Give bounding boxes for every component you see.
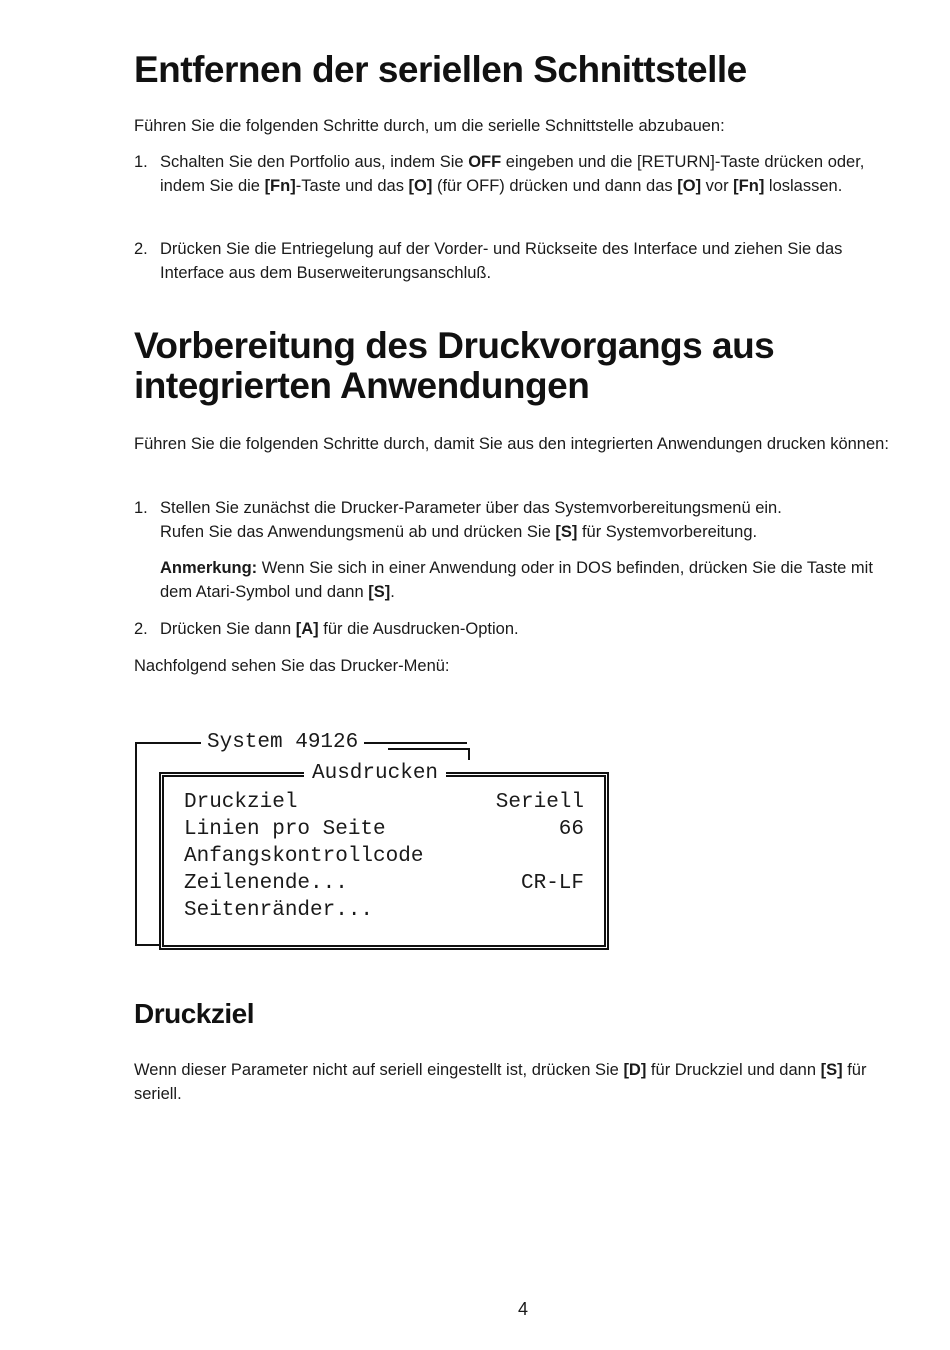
- menu-item-seitenraender[interactable]: [184, 897, 584, 924]
- section2-outro: Nachfolgend sehen Sie das Drucker-Menü:: [134, 657, 450, 675]
- print-menu-window: [159, 762, 609, 950]
- section-title-remove-serial: Entfernen der seriellen Schnittstelle: [134, 49, 747, 90]
- note-label: Anmerkung:: [160, 559, 258, 577]
- menu-item-label: Anfangskontrollcode: [184, 845, 424, 868]
- list-item: [134, 150, 904, 198]
- menu-item-label: Seitenränder...: [184, 899, 374, 922]
- step-text: Drücken Sie die Entriegelung auf der Vorder- und Rückseite des Interface und ziehen Sie das Interface aus dem Buserweiterungsanschluß.: [160, 240, 843, 282]
- menu-item-label: Zeilenende...: [184, 872, 348, 895]
- list-item: [134, 237, 904, 285]
- list-item: [134, 617, 904, 641]
- section-title-print-setup: Vorbereitung des Druckvorgangs aus integrierten Anwendungen: [134, 325, 775, 406]
- key-s: [S]: [555, 523, 578, 541]
- step-number: 2.: [134, 240, 148, 258]
- key-off: OFF: [468, 153, 502, 171]
- step-number: 1.: [134, 153, 148, 171]
- list-item: [134, 496, 904, 544]
- menu-item-value: 66: [558, 818, 584, 841]
- menu-item-linien-pro-seite[interactable]: [184, 816, 584, 843]
- step-number: 1.: [134, 499, 148, 517]
- step-number: 2.: [134, 620, 148, 638]
- key-fn: [Fn]: [264, 177, 296, 195]
- key-fn: [Fn]: [733, 177, 765, 195]
- section2-intro: Führen Sie die folgenden Schritte durch, damit Sie aus den integrierten Anwendungen drucken können:: [134, 435, 889, 453]
- subsection-title-druckziel: Druckziel: [134, 998, 254, 1029]
- menu-item-value: CR-LF: [520, 872, 584, 895]
- system-window-title: System 49126: [201, 730, 364, 756]
- step-text: Stellen Sie zunächst die Drucker-Parameter über das Systemvorbereitungsmenü ein. Rufen Sie das Anwendungsmenü ab und drücken Sie [S] für Systemvorbereitung.: [160, 499, 782, 541]
- step-text: Drücken Sie dann [A] für die Ausdrucken-Option.: [160, 620, 519, 638]
- key-s: [S]: [368, 583, 391, 601]
- menu-item-value: Seriell: [495, 791, 584, 814]
- page-number: 4: [518, 1299, 529, 1319]
- section3-text: Wenn dieser Parameter nicht auf seriell eingestellt ist, drücken Sie [D] für Druckziel und dann [S] für seriell.: [134, 1061, 867, 1103]
- menu-item-druckziel[interactable]: [184, 789, 584, 816]
- system-window-frame-tail: [388, 748, 470, 760]
- menu-item-zeilenende[interactable]: [184, 870, 584, 897]
- printer-menu-screen: [135, 730, 610, 945]
- key-a: [A]: [295, 620, 319, 638]
- step-text: Schalten Sie den Portfolio aus, indem Sie OFF eingeben und die [RETURN]-Taste drücken oder, indem Sie die [Fn]-Taste und das [O] (für OFF) drücken und dann das [O] vor [Fn] loslassen.: [160, 153, 865, 195]
- key-o: [O]: [408, 177, 433, 195]
- section1-intro: Führen Sie die folgenden Schritte durch, um die serielle Schnittstelle abzubauen:: [134, 117, 725, 135]
- key-o: [O]: [677, 177, 702, 195]
- menu-item-label: Linien pro Seite: [184, 818, 386, 841]
- key-d: [D]: [623, 1061, 647, 1079]
- note: Anmerkung: Wenn Sie sich in einer Anwendung oder in DOS befinden, drücken Sie die Taste mit dem Atari-Symbol und dann [S].: [160, 559, 873, 601]
- menu-item-anfangskontrollcode[interactable]: [184, 843, 584, 870]
- menu-item-label: Druckziel: [184, 791, 298, 814]
- print-menu-title: Ausdrucken: [304, 761, 446, 787]
- key-s: [S]: [820, 1061, 843, 1079]
